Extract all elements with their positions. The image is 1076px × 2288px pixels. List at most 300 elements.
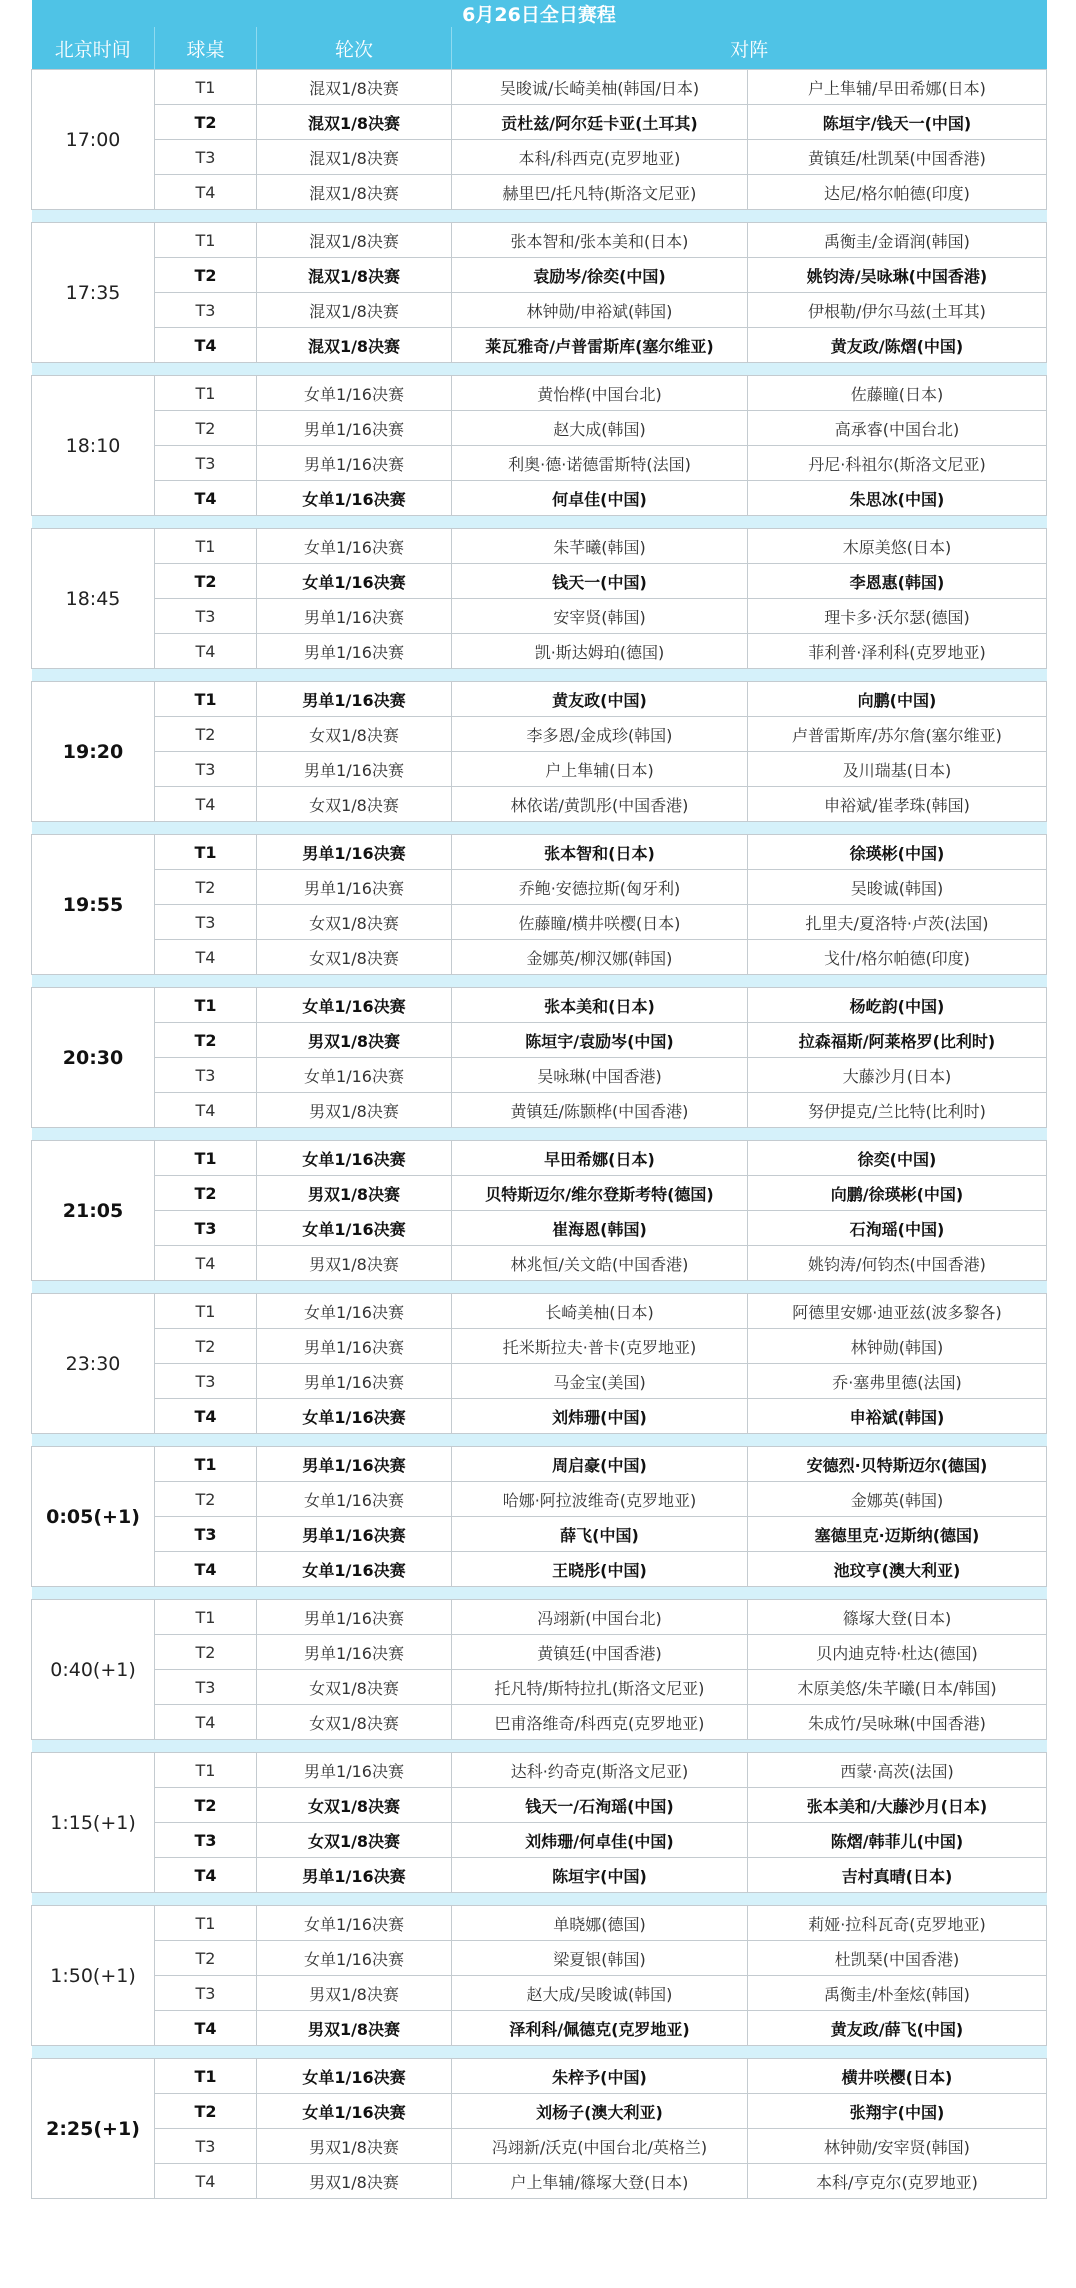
table-cell: T4 <box>155 328 257 363</box>
player2-cell: 塞德里克·迈斯纳(德国) <box>748 1517 1047 1552</box>
table-cell: T1 <box>155 1141 257 1176</box>
header-round: 轮次 <box>257 27 452 70</box>
block-separator <box>32 516 1047 529</box>
block-separator <box>32 2046 1047 2059</box>
player1-cell: 利奥·德·诺德雷斯特(法国) <box>452 446 748 481</box>
player1-cell: 达科·约奇克(斯洛文尼亚) <box>452 1753 748 1788</box>
player2-cell: 陈熠/韩菲儿(中国) <box>748 1823 1047 1858</box>
round-cell: 女单1/16决赛 <box>257 1058 452 1093</box>
round-cell: 男单1/16决赛 <box>257 1753 452 1788</box>
table-cell: T3 <box>155 1670 257 1705</box>
block-separator <box>32 669 1047 682</box>
table-cell: T2 <box>155 1482 257 1517</box>
table-cell: T3 <box>155 2129 257 2164</box>
player2-cell: 姚钧涛/吴咏琳(中国香港) <box>748 258 1047 293</box>
player2-cell: 乔·塞弗里德(法国) <box>748 1364 1047 1399</box>
player2-cell: 贝内迪克特·杜达(德国) <box>748 1635 1047 1670</box>
player1-cell: 单晓娜(德国) <box>452 1906 748 1941</box>
round-cell: 男双1/8决赛 <box>257 1246 452 1281</box>
table-row <box>32 634 1047 669</box>
round-cell: 混双1/8决赛 <box>257 223 452 258</box>
table-cell: T4 <box>155 2011 257 2046</box>
table-row <box>32 70 1047 105</box>
header-time: 北京时间 <box>32 27 155 70</box>
table-cell: T2 <box>155 717 257 752</box>
player2-cell: 徐奕(中国) <box>748 1141 1047 1176</box>
player2-cell: 扎里夫/夏洛特·卢茨(法国) <box>748 905 1047 940</box>
player2-cell: 大藤沙月(日本) <box>748 1058 1047 1093</box>
table-cell: T2 <box>155 1941 257 1976</box>
round-cell: 混双1/8决赛 <box>257 140 452 175</box>
separator-cell <box>32 1587 1047 1600</box>
time-cell: 2:25(+1) <box>32 2059 155 2199</box>
table-cell: T4 <box>155 1399 257 1434</box>
player2-cell: 菲利普·泽利科(克罗地亚) <box>748 634 1047 669</box>
table-cell: T3 <box>155 905 257 940</box>
round-cell: 男单1/16决赛 <box>257 682 452 717</box>
player1-cell: 周启豪(中国) <box>452 1447 748 1482</box>
round-cell: 混双1/8决赛 <box>257 293 452 328</box>
player1-cell: 泽利科/佩德克(克罗地亚) <box>452 2011 748 2046</box>
table-cell: T2 <box>155 1329 257 1364</box>
player1-cell: 巴甫洛维奇/科西克(克罗地亚) <box>452 1705 748 1740</box>
table-row <box>32 1141 1047 1176</box>
player1-cell: 赵大成(韩国) <box>452 411 748 446</box>
table-cell: T1 <box>155 1906 257 1941</box>
player1-cell: 乔鲍·安德拉斯(匈牙利) <box>452 870 748 905</box>
player1-cell: 王晓彤(中国) <box>452 1552 748 1587</box>
table-row <box>32 940 1047 975</box>
player2-cell: 及川瑞基(日本) <box>748 752 1047 787</box>
table-cell: T3 <box>155 1517 257 1552</box>
table-cell: T3 <box>155 1364 257 1399</box>
table-row <box>32 1823 1047 1858</box>
table-row <box>32 2129 1047 2164</box>
round-cell: 男单1/16决赛 <box>257 599 452 634</box>
round-cell: 女双1/8决赛 <box>257 1823 452 1858</box>
table-row <box>32 411 1047 446</box>
time-cell: 17:00 <box>32 70 155 210</box>
player2-cell: 安德烈·贝特斯迈尔(德国) <box>748 1447 1047 1482</box>
round-cell: 男双1/8决赛 <box>257 2129 452 2164</box>
player2-cell: 莉娅·拉科瓦奇(克罗地亚) <box>748 1906 1047 1941</box>
table-row <box>32 1176 1047 1211</box>
table-cell: T4 <box>155 940 257 975</box>
round-cell: 男单1/16决赛 <box>257 870 452 905</box>
time-cell: 0:05(+1) <box>32 1447 155 1587</box>
table-row <box>32 1552 1047 1587</box>
player1-cell: 薛飞(中国) <box>452 1517 748 1552</box>
player1-cell: 托米斯拉夫·普卡(克罗地亚) <box>452 1329 748 1364</box>
player2-cell: 朱思冰(中国) <box>748 481 1047 516</box>
round-cell: 女单1/16决赛 <box>257 1552 452 1587</box>
table-row <box>32 258 1047 293</box>
table-cell: T2 <box>155 1788 257 1823</box>
header-matchup: 对阵 <box>452 27 1047 70</box>
player2-cell: 户上隼辅/早田希娜(日本) <box>748 70 1047 105</box>
table-cell: T2 <box>155 258 257 293</box>
table-cell: T1 <box>155 2059 257 2094</box>
table-cell: T3 <box>155 1976 257 2011</box>
table-row <box>32 140 1047 175</box>
player1-cell: 崔海恩(韩国) <box>452 1211 748 1246</box>
player2-cell: 黄友政/陈熠(中国) <box>748 328 1047 363</box>
header-table: 球桌 <box>155 27 257 70</box>
player1-cell: 林依诺/黄凯彤(中国香港) <box>452 787 748 822</box>
table-row <box>32 328 1047 363</box>
round-cell: 混双1/8决赛 <box>257 105 452 140</box>
table-cell: T1 <box>155 682 257 717</box>
table-row <box>32 1753 1047 1788</box>
time-cell: 0:40(+1) <box>32 1600 155 1740</box>
block-separator <box>32 363 1047 376</box>
table-cell: T4 <box>155 1858 257 1893</box>
player1-cell: 李多恩/金成珍(韩国) <box>452 717 748 752</box>
round-cell: 女单1/16决赛 <box>257 1294 452 1329</box>
round-cell: 混双1/8决赛 <box>257 258 452 293</box>
table-cell: T2 <box>155 870 257 905</box>
table-row <box>32 1906 1047 1941</box>
player1-cell: 哈娜·阿拉波维奇(克罗地亚) <box>452 1482 748 1517</box>
round-cell: 女单1/16决赛 <box>257 1482 452 1517</box>
player2-cell: 木原美悠/朱芊曦(日本/韩国) <box>748 1670 1047 1705</box>
player1-cell: 本科/科西克(克罗地亚) <box>452 140 748 175</box>
table-row <box>32 717 1047 752</box>
player2-cell: 姚钧涛/何钧杰(中国香港) <box>748 1246 1047 1281</box>
player1-cell: 吴晙诚/长崎美柚(韩国/日本) <box>452 70 748 105</box>
round-cell: 女单1/16决赛 <box>257 376 452 411</box>
block-separator <box>32 210 1047 223</box>
player2-cell: 向鹏/徐瑛彬(中国) <box>748 1176 1047 1211</box>
player1-cell: 黄镇廷(中国香港) <box>452 1635 748 1670</box>
table-row <box>32 446 1047 481</box>
table-row <box>32 787 1047 822</box>
table-row <box>32 1058 1047 1093</box>
player2-cell: 陈垣宇/钱天一(中国) <box>748 105 1047 140</box>
player1-cell: 贡杜兹/阿尔廷卡亚(土耳其) <box>452 105 748 140</box>
player1-cell: 安宰贤(韩国) <box>452 599 748 634</box>
player2-cell: 申裕斌/崔孝珠(韩国) <box>748 787 1047 822</box>
table-cell: T1 <box>155 835 257 870</box>
table-row <box>32 1788 1047 1823</box>
table-cell: T2 <box>155 1635 257 1670</box>
player2-cell: 李恩惠(韩国) <box>748 564 1047 599</box>
player2-cell: 达尼/格尔帕德(印度) <box>748 175 1047 210</box>
table-row <box>32 1329 1047 1364</box>
block-separator <box>32 1893 1047 1906</box>
table-cell: T4 <box>155 1705 257 1740</box>
player2-cell: 篠塚大登(日本) <box>748 1600 1047 1635</box>
player2-cell: 卢普雷斯库/苏尔詹(塞尔维亚) <box>748 717 1047 752</box>
player1-cell: 黄镇廷/陈颢桦(中国香港) <box>452 1093 748 1128</box>
player2-cell: 拉森福斯/阿莱格罗(比利时) <box>748 1023 1047 1058</box>
header-row <box>32 27 1047 70</box>
player1-cell: 冯翊新/沃克(中国台北/英格兰) <box>452 2129 748 2164</box>
round-cell: 男单1/16决赛 <box>257 835 452 870</box>
schedule-title: 6月26日全日赛程 <box>32 0 1047 27</box>
round-cell: 男双1/8决赛 <box>257 1023 452 1058</box>
table-cell: T3 <box>155 446 257 481</box>
round-cell: 女单1/16决赛 <box>257 2059 452 2094</box>
player1-cell: 朱梓予(中国) <box>452 2059 748 2094</box>
player2-cell: 石洵瑶(中国) <box>748 1211 1047 1246</box>
block-separator <box>32 975 1047 988</box>
player1-cell: 吴咏琳(中国香港) <box>452 1058 748 1093</box>
table-cell: T4 <box>155 1093 257 1128</box>
table-row <box>32 376 1047 411</box>
round-cell: 男单1/16决赛 <box>257 1364 452 1399</box>
table-cell: T1 <box>155 1753 257 1788</box>
round-cell: 女双1/8决赛 <box>257 1670 452 1705</box>
round-cell: 男单1/16决赛 <box>257 1517 452 1552</box>
player1-cell: 朱芊曦(韩国) <box>452 529 748 564</box>
player2-cell: 向鹏(中国) <box>748 682 1047 717</box>
round-cell: 男单1/16决赛 <box>257 446 452 481</box>
table-row <box>32 835 1047 870</box>
round-cell: 男单1/16决赛 <box>257 1600 452 1635</box>
table-cell: T2 <box>155 564 257 599</box>
player1-cell: 早田希娜(日本) <box>452 1141 748 1176</box>
table-row <box>32 752 1047 787</box>
player1-cell: 林兆恒/关文皓(中国香港) <box>452 1246 748 1281</box>
separator-cell <box>32 669 1047 682</box>
time-cell: 19:55 <box>32 835 155 975</box>
player2-cell: 禹衡圭/朴奎炫(韩国) <box>748 1976 1047 2011</box>
player1-cell: 袁励岑/徐奕(中国) <box>452 258 748 293</box>
player1-cell: 钱天一(中国) <box>452 564 748 599</box>
schedule-body <box>32 70 1047 2199</box>
player2-cell: 戈什/格尔帕德(印度) <box>748 940 1047 975</box>
player2-cell: 黄镇廷/杜凯琹(中国香港) <box>748 140 1047 175</box>
player1-cell: 贝特斯迈尔/维尔登斯考特(德国) <box>452 1176 748 1211</box>
table-row <box>32 870 1047 905</box>
player2-cell: 吉村真晴(日本) <box>748 1858 1047 1893</box>
round-cell: 女单1/16决赛 <box>257 481 452 516</box>
table-cell: T2 <box>155 2094 257 2129</box>
table-row <box>32 1517 1047 1552</box>
table-cell: T1 <box>155 376 257 411</box>
round-cell: 女单1/16决赛 <box>257 1211 452 1246</box>
round-cell: 男单1/16决赛 <box>257 634 452 669</box>
block-separator <box>32 1281 1047 1294</box>
table-row <box>32 175 1047 210</box>
time-cell: 19:20 <box>32 682 155 822</box>
player2-cell: 努伊提克/兰比特(比利时) <box>748 1093 1047 1128</box>
round-cell: 女双1/8决赛 <box>257 717 452 752</box>
player1-cell: 张本智和(日本) <box>452 835 748 870</box>
player1-cell: 刘炜珊/何卓佳(中国) <box>452 1823 748 1858</box>
table-cell: T1 <box>155 223 257 258</box>
player2-cell: 丹尼·科祖尔(斯洛文尼亚) <box>748 446 1047 481</box>
player2-cell: 黄友政/薛飞(中国) <box>748 2011 1047 2046</box>
round-cell: 男双1/8决赛 <box>257 1976 452 2011</box>
table-row <box>32 1447 1047 1482</box>
player1-cell: 钱天一/石洵瑶(中国) <box>452 1788 748 1823</box>
round-cell: 女双1/8决赛 <box>257 905 452 940</box>
player1-cell: 莱瓦雅奇/卢普雷斯库(塞尔维亚) <box>452 328 748 363</box>
player2-cell: 西蒙·高茨(法国) <box>748 1753 1047 1788</box>
table-cell: T3 <box>155 752 257 787</box>
table-cell: T4 <box>155 1552 257 1587</box>
table-cell: T4 <box>155 175 257 210</box>
round-cell: 男双1/8决赛 <box>257 1093 452 1128</box>
table-cell: T1 <box>155 1447 257 1482</box>
separator-cell <box>32 1740 1047 1753</box>
block-separator <box>32 1587 1047 1600</box>
block-separator <box>32 822 1047 835</box>
player1-cell: 托凡特/斯特拉扎(斯洛文尼亚) <box>452 1670 748 1705</box>
round-cell: 女单1/16决赛 <box>257 1399 452 1434</box>
table-cell: T2 <box>155 1023 257 1058</box>
time-cell: 1:50(+1) <box>32 1906 155 2046</box>
title-row <box>32 0 1047 27</box>
player1-cell: 张本智和/张本美和(日本) <box>452 223 748 258</box>
player2-cell: 池玟亨(澳大利亚) <box>748 1552 1047 1587</box>
player1-cell: 梁夏银(韩国) <box>452 1941 748 1976</box>
round-cell: 男双1/8决赛 <box>257 1176 452 1211</box>
table-row <box>32 529 1047 564</box>
player2-cell: 徐瑛彬(中国) <box>748 835 1047 870</box>
table-row <box>32 682 1047 717</box>
table-row <box>32 1976 1047 2011</box>
separator-cell <box>32 822 1047 835</box>
table-row <box>32 1670 1047 1705</box>
time-cell: 18:10 <box>32 376 155 516</box>
separator-cell <box>32 363 1047 376</box>
player1-cell: 户上隼辅(日本) <box>452 752 748 787</box>
round-cell: 女双1/8决赛 <box>257 940 452 975</box>
round-cell: 男单1/16决赛 <box>257 1447 452 1482</box>
table-cell: T4 <box>155 481 257 516</box>
separator-cell <box>32 975 1047 988</box>
player1-cell: 户上隼辅/篠塚大登(日本) <box>452 2164 748 2199</box>
round-cell: 女双1/8决赛 <box>257 1788 452 1823</box>
time-cell: 18:45 <box>32 529 155 669</box>
round-cell: 男单1/16决赛 <box>257 752 452 787</box>
schedule-table <box>31 0 1047 2199</box>
round-cell: 男单1/16决赛 <box>257 411 452 446</box>
block-separator <box>32 1434 1047 1447</box>
round-cell: 混双1/8决赛 <box>257 175 452 210</box>
round-cell: 男双1/8决赛 <box>257 2164 452 2199</box>
table-cell: T2 <box>155 1176 257 1211</box>
round-cell: 男双1/8决赛 <box>257 2011 452 2046</box>
table-row <box>32 1858 1047 1893</box>
player2-cell: 禹衡圭/金谞润(韩国) <box>748 223 1047 258</box>
table-row <box>32 1023 1047 1058</box>
table-row <box>32 905 1047 940</box>
table-row <box>32 2164 1047 2199</box>
player1-cell: 冯翊新(中国台北) <box>452 1600 748 1635</box>
table-cell: T2 <box>155 105 257 140</box>
round-cell: 女单1/16决赛 <box>257 1906 452 1941</box>
table-row <box>32 293 1047 328</box>
round-cell: 混双1/8决赛 <box>257 328 452 363</box>
player2-cell: 张翔宇(中国) <box>748 2094 1047 2129</box>
player2-cell: 阿德里安娜·迪亚兹(波多黎各) <box>748 1294 1047 1329</box>
table-row <box>32 481 1047 516</box>
round-cell: 女单1/16决赛 <box>257 2094 452 2129</box>
separator-cell <box>32 1434 1047 1447</box>
table-row <box>32 2059 1047 2094</box>
player1-cell: 陈垣宇/袁励岑(中国) <box>452 1023 748 1058</box>
time-cell: 17:35 <box>32 223 155 363</box>
separator-cell <box>32 1893 1047 1906</box>
player2-cell: 朱成竹/吴咏琳(中国香港) <box>748 1705 1047 1740</box>
player1-cell: 长崎美柚(日本) <box>452 1294 748 1329</box>
player2-cell: 申裕斌(韩国) <box>748 1399 1047 1434</box>
player2-cell: 金娜英(韩国) <box>748 1482 1047 1517</box>
player1-cell: 张本美和(日本) <box>452 988 748 1023</box>
table-row <box>32 1600 1047 1635</box>
player1-cell: 赵大成/吴晙诚(韩国) <box>452 1976 748 2011</box>
player1-cell: 黄怡桦(中国台北) <box>452 376 748 411</box>
table-cell: T3 <box>155 1823 257 1858</box>
table-row <box>32 988 1047 1023</box>
table-row <box>32 1705 1047 1740</box>
round-cell: 女单1/16决赛 <box>257 564 452 599</box>
player1-cell: 何卓佳(中国) <box>452 481 748 516</box>
player1-cell: 刘炜珊(中国) <box>452 1399 748 1434</box>
table-cell: T1 <box>155 70 257 105</box>
table-row <box>32 1294 1047 1329</box>
time-cell: 23:30 <box>32 1294 155 1434</box>
round-cell: 男单1/16决赛 <box>257 1635 452 1670</box>
player1-cell: 黄友政(中国) <box>452 682 748 717</box>
block-separator <box>32 1128 1047 1141</box>
table-cell: T1 <box>155 529 257 564</box>
player1-cell: 马金宝(美国) <box>452 1364 748 1399</box>
separator-cell <box>32 516 1047 529</box>
table-row <box>32 1635 1047 1670</box>
player1-cell: 金娜英/柳汉娜(韩国) <box>452 940 748 975</box>
player2-cell: 横井咲樱(日本) <box>748 2059 1047 2094</box>
table-cell: T1 <box>155 1294 257 1329</box>
player2-cell: 林钟勋(韩国) <box>748 1329 1047 1364</box>
round-cell: 女单1/16决赛 <box>257 1941 452 1976</box>
table-cell: T4 <box>155 1246 257 1281</box>
time-cell: 1:15(+1) <box>32 1753 155 1893</box>
table-row <box>32 105 1047 140</box>
player2-cell: 伊根勒/伊尔马兹(土耳其) <box>748 293 1047 328</box>
table-cell: T3 <box>155 1058 257 1093</box>
round-cell: 男单1/16决赛 <box>257 1329 452 1364</box>
table-row <box>32 1941 1047 1976</box>
table-row <box>32 1211 1047 1246</box>
round-cell: 混双1/8决赛 <box>257 70 452 105</box>
separator-cell <box>32 2046 1047 2059</box>
block-separator <box>32 1740 1047 1753</box>
round-cell: 女单1/16决赛 <box>257 1141 452 1176</box>
player1-cell: 佐藤瞳/横井咲樱(日本) <box>452 905 748 940</box>
player2-cell: 佐藤瞳(日本) <box>748 376 1047 411</box>
separator-cell <box>32 210 1047 223</box>
round-cell: 女单1/16决赛 <box>257 529 452 564</box>
table-cell: T3 <box>155 293 257 328</box>
player2-cell: 高承睿(中国台北) <box>748 411 1047 446</box>
table-cell: T3 <box>155 599 257 634</box>
table-row <box>32 2011 1047 2046</box>
table-cell: T3 <box>155 140 257 175</box>
table-row <box>32 1093 1047 1128</box>
table-row <box>32 2094 1047 2129</box>
table-row <box>32 599 1047 634</box>
table-cell: T1 <box>155 988 257 1023</box>
player1-cell: 林钟勋/申裕斌(韩国) <box>452 293 748 328</box>
time-cell: 20:30 <box>32 988 155 1128</box>
table-row <box>32 223 1047 258</box>
player1-cell: 凯·斯达姆珀(德国) <box>452 634 748 669</box>
